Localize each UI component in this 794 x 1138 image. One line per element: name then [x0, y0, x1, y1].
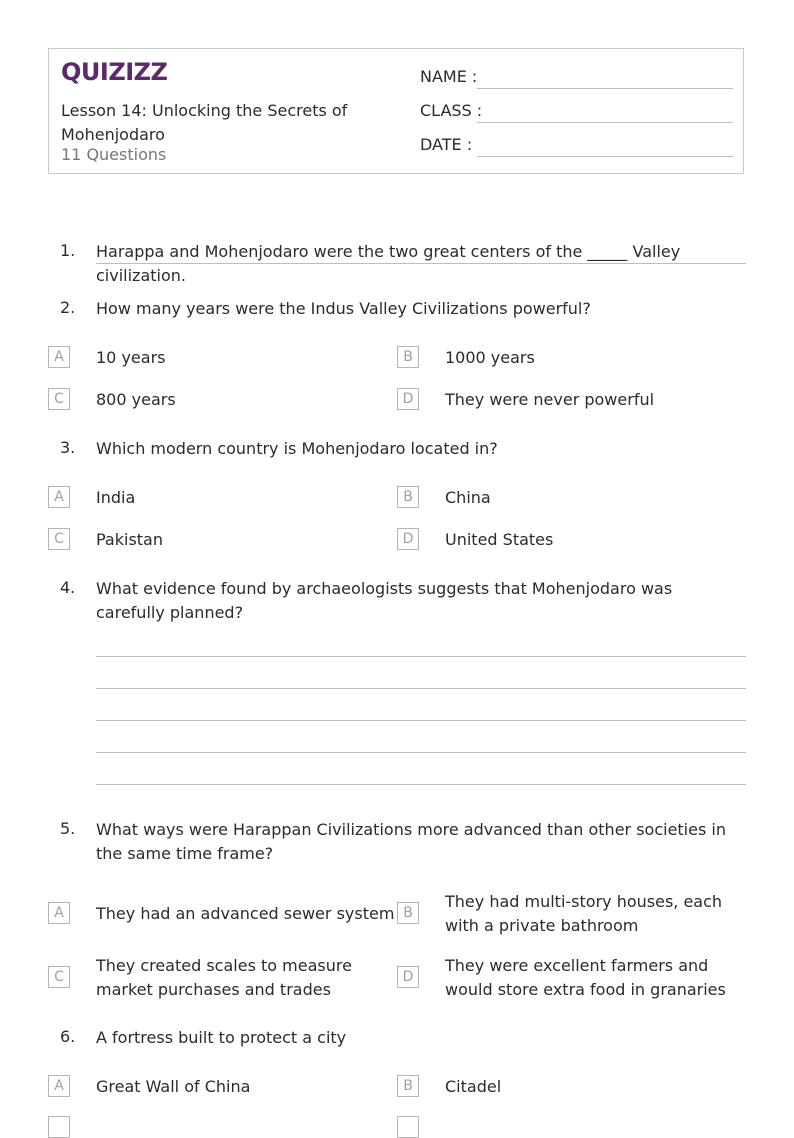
question-number: 6.	[60, 1027, 76, 1046]
name-label: NAME :	[420, 67, 478, 86]
option-box[interactable]: A	[48, 346, 70, 368]
option-box[interactable]: C	[48, 388, 70, 410]
question-text: Harappa and Mohenjodaro were the two great centers of the _____ Valley civilization.	[96, 242, 681, 285]
option-box[interactable]: D	[397, 388, 419, 410]
option-text: India	[96, 488, 136, 507]
option-box[interactable]: B	[397, 1075, 419, 1097]
option-box[interactable]: A	[48, 902, 70, 924]
answer-line[interactable]	[96, 752, 746, 753]
question-text: What ways were Harappan Civilizations more advanced than other societies in the same time frame?	[96, 820, 726, 863]
option-text: 1000 years	[445, 348, 535, 367]
option-box[interactable]	[48, 1116, 70, 1138]
class-label: CLASS :	[420, 101, 483, 120]
option-text: Great Wall of China	[96, 1077, 251, 1096]
question-text: A fortress built to protect a city	[96, 1028, 347, 1047]
question-number: 5.	[60, 819, 76, 838]
option-text: They were excellent farmers and would store extra food in granaries	[445, 956, 726, 999]
question-number: 3.	[60, 438, 76, 457]
option-box[interactable]: A	[48, 1075, 70, 1097]
answer-line[interactable]	[96, 720, 746, 721]
option-text: They created scales to measure market purchases and trades	[96, 956, 352, 999]
option-text: United States	[445, 530, 554, 549]
class-field[interactable]	[477, 122, 733, 123]
answer-line[interactable]	[96, 263, 746, 264]
date-field[interactable]	[477, 156, 733, 157]
option-text: Pakistan	[96, 530, 163, 549]
option-box[interactable]: D	[397, 966, 419, 988]
option-box[interactable]: D	[397, 528, 419, 550]
option-box[interactable]: C	[48, 528, 70, 550]
option-box[interactable]: B	[397, 346, 419, 368]
option-box[interactable]: B	[397, 486, 419, 508]
answer-line[interactable]	[96, 784, 746, 785]
date-label: DATE :	[420, 135, 473, 154]
answer-line[interactable]	[96, 656, 746, 657]
option-text: 800 years	[96, 390, 176, 409]
question-number: 4.	[60, 578, 76, 597]
question-count: 11 Questions	[61, 145, 167, 164]
option-box[interactable]: C	[48, 966, 70, 988]
option-text: They were never powerful	[445, 390, 655, 409]
answer-line[interactable]	[96, 688, 746, 689]
question-text: How many years were the Indus Valley Civilizations powerful?	[96, 299, 591, 318]
option-text: They had multi-story houses, each with a private bathroom	[445, 892, 723, 935]
option-text: China	[445, 488, 491, 507]
question-number: 2.	[60, 298, 76, 317]
worksheet-title: Lesson 14: Unlocking the Secrets of Mohenjodaro	[61, 101, 348, 144]
option-box[interactable]: A	[48, 486, 70, 508]
question-number: 1.	[60, 241, 76, 260]
option-text: 10 years	[96, 348, 166, 367]
option-text: They had an advanced sewer system	[96, 904, 395, 923]
option-box[interactable]	[397, 1116, 419, 1138]
name-field[interactable]	[477, 88, 733, 89]
question-text: Which modern country is Mohenjodaro located in?	[96, 439, 498, 458]
option-box[interactable]: B	[397, 902, 419, 924]
question-text: What evidence found by archaeologists suggests that Mohenjodaro was carefully planned?	[96, 579, 673, 622]
quizizz-logo: QUIZIZZ	[61, 58, 168, 86]
option-text: Citadel	[445, 1077, 502, 1096]
